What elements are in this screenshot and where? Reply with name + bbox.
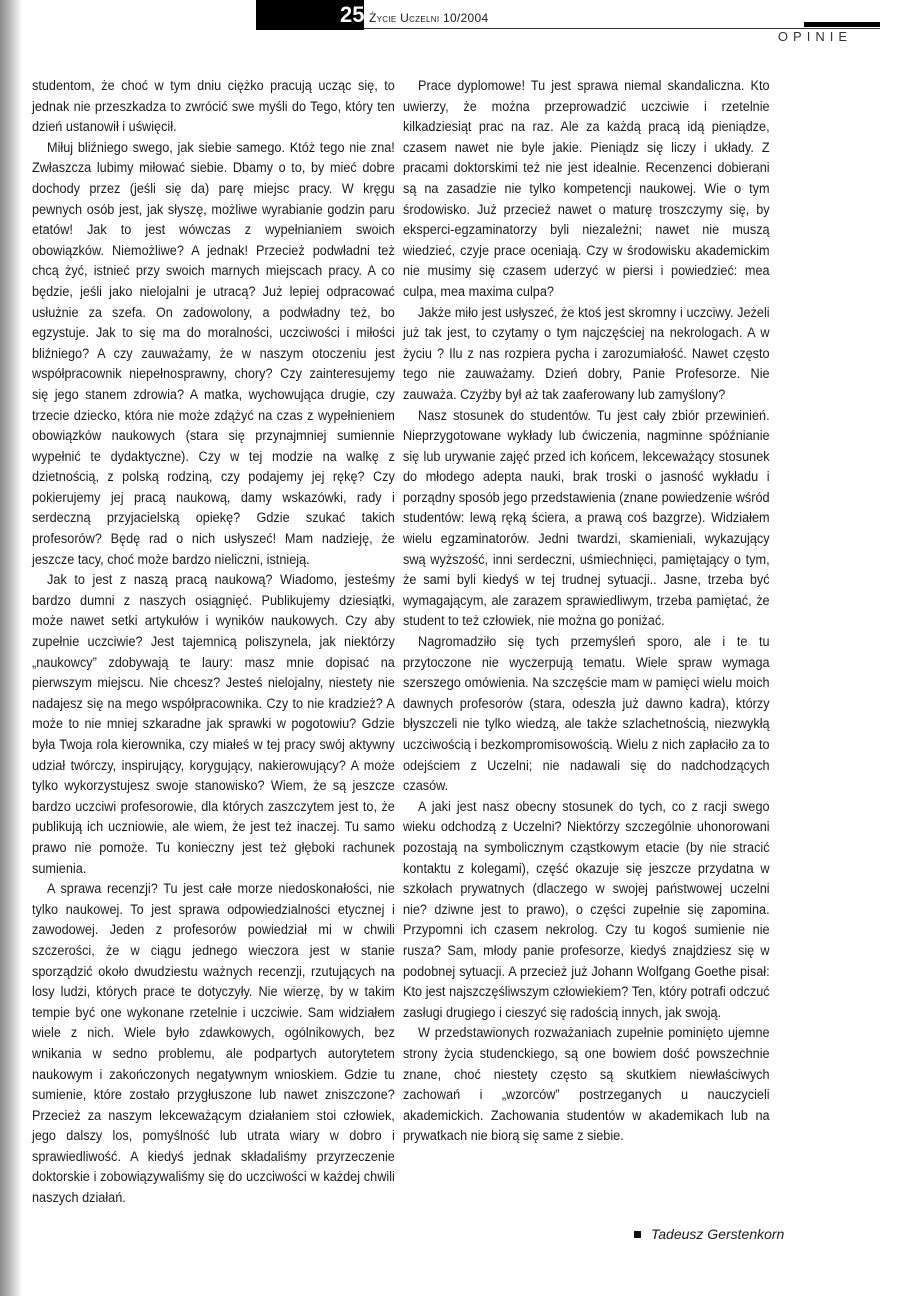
paragraph: A jaki jest nasz obecny stosunek do tych, co z racji swego wieku odchodzą z Uczelni? Niektórzy szczególnie uhonorowani pozostają na symbolicznym cząstkowym etacie (by nie stracić kontaktu z kolegami), część okazuje się jeszcze przydatna w szkołach prywatnych (dlaczego w swojej państwowej uczelni nie? dziwne jest to prawo), o części zupełnie się zapomina. Przypomni ich czasem nekrolog. Czy tu kogoś sumienie nie rusza? Sam, młody panie profesorze, kiedyś znajdziesz się w podobnej sytuacji. A przecież już Johann Wolfgang Goethe pisał: Kto jest najszczęśliwszym człowiekiem? Ten, który potrafi odczuć zasługi drugiego i cieszyć się radością innych, jak swoją. [403,798,770,1020]
page-number: 25 [256,0,364,30]
author-name: Tadeusz Gerstenkorn [651,1226,785,1242]
paragraph: studentom, że choć w tym dniu ciężko pracują ucząc się, to jednak nie przeszkadza to zwrócić swe myśli do Tego, który ten dzień ustanowił i uświęcił. [32,78,395,135]
paragraph: Nasz stosunek do studentów. Tu jest cały zbiór przewinień. Nieprzygotowane wykłady lub ćwiczenia, nagminne spóźnianie się lub urywanie zajęć przed ich końcem, lekceważący stosunek do młodego adepta nauki, brak troski o jasność wykładu i porządny sposób jego przedstawienia (znane powiedzenie wśród studentów: lewą ręką ściera, a prawą coś bazgrze). Widziałem wielu egzaminatorów. Jedni twardzi, skamieniali, wykazujący swą wyższość, inni serdeczni, uśmiechnięci, pamiętający o tym, że sami byli kiedyś w tej trudnej sytuacji.. Jasne, trzeba być wymagającym, ale zarazem sprawiedliwym, trzeba pamiętać, że student to też człowiek, nie można go poniżać. [403,407,770,629]
paragraph: Jakże miło jest usłyszeć, że ktoś jest skromny i uczciwy. Jeżeli już tak jest, to czytamy o tym najczęściej na nekrologach. A w życiu ? Ilu z nas rozpiera pycha i zarozumiałość. Nawet często tego nie zauważamy. Dzień dobry, Panie Profesorze. Nie zauważa. Czyżby był aż tak zaaferowany lub zamyślony? [403,304,770,402]
issue-label: Życie Uczelni 10/2004 [369,11,489,25]
page-header [256,0,880,44]
paragraph: W przedstawionych rozważaniach zupełnie pominięto ujemne strony życia studenckiego, są one bowiem dość powszechnie znane, choć niestety często są skutkiem niewłaściwych zachowań i „wzorców” postrzeganych u nauczycieli akademickich. Zachowania studentów w akademikach lub na prywatkach nie biorą się same z siebie. [403,1025,770,1144]
text-column-right [403,76,770,1246]
paragraph: Miłuj bliźniego swego, jak siebie samego. Któż tego nie zna! Zwłaszcza lubimy miłować siebie. Dbamy o to, by mieć dobre dochody przez (jeśli się da) parę miejsc pracy. W kręgu pewnych osób jest, jak słyszę, możliwe wyrabianie godzin paru etatów! Jak to jest wówczas z wypełnianiem swoich obowiązków. Niemożliwe? A jednak! Przecież podwładni też chcą żyć, istnieć przy swoich marnych miejscach pracy. A co będzie, jeśli jako nielojalni je utracą? Już lepiej odpracować usłużnie za szefa. On zadowolony, a podwładny też, bo egzystuje. Jak to się ma do moralności, uczciwości i miłości bliźniego? A czy zauważamy, że w naszym otoczeniu jest współpracownik niepełnosprawny, chory? Czy zainteresujemy się jego stanem zdrowia? A matka, wychowująca drugie, czy trzecie dziecko, która nie może zdążyć na czas z wypełnieniem obowiązków naukowych (stara się przynajmniej sumiennie wypełnić te dydaktyczne). Czy w tej modzie na walkę z dzietnością, z polską rodziną, czy podajemy jej rękę? Czy pokierujemy jej pracą naukową, damy wskazówki, rady i serdeczną przyjacielską opiekę? Gdzie szukać takich profesorów? Będę rad o nich usłyszeć! Mam nadzieję, że jeszcze tacy, choć może bardzo nieliczni, istnieją. [32,139,395,567]
paragraph: Prace dyplomowe! Tu jest sprawa niemal skandaliczna. Kto uwierzy, że można przeprowadzić uczciwie i rzetelnie kilkadziesiąt prac na raz. Ale za każdą pracą idą pieniądze, czasem nawet nie byle jakie. Pieniądz się liczy i układy. Z pracami doktorskimi też nie jest idealnie. Recenzenci dobierani są na zasadzie nie tylko kompetencji naukowej. Wie o tym środowisko. Już przecież nawet o maturę troszczymy się, by eksperci-egzaminatorzy byli niezależni; nawet nie muszą wiedzieć, czyje prace oceniają. Czy w środowisku akademickim nie musimy się czasem uderzyć w piersi i powiedzieć: mea culpa, mea maxima culpa? [403,78,770,299]
section-rule [804,22,880,27]
author-signature [634,1226,784,1242]
paragraph: Jak to jest z naszą pracą naukową? Wiadomo, jesteśmy bardzo dumni z naszych osiągnięć. Publikujemy dziesiątki, może nawet setki artykułów i wyników naukowych. Czy aby zupełnie uczciwie? Jest tajemnicą poliszynela, jak niektórzy „naukowcy” zdobywają te laury: masz mnie dopisać na pierwszym miejscu. Nie chcesz? Jesteś nielojalny, niestety nie nadajesz się na mego współpracownika. Czy to nie kradzież? A może to nie mniej szkaradne jak sprawki w pogotowiu? Gdzie była Twoja rola kierownika, czy miałeś w tej pracy swój aktywny udział twórczy, inspirujący, korygujący, nakierowujący? A może tylko wykorzystujesz swoje stanowisko? Wiem, że są jeszcze bardzo uczciwi profesorowie, dla których zaszczytem jest to, że publikują ich uczniowie, ale wiem, że jest też inaczej. Tu samo prawo nie pomoże. Tu konieczny jest też głęboki rachunek sumienia. [32,572,395,876]
paragraph: A sprawa recenzji? Tu jest całe morze niedoskonałości, nie tylko naukowej. To jest sprawa odpowiedzialności etycznej i zawodowej. Jeden z profesorów powiedział mi w chwili szczerości, że w ciągu jednego wieczora jest w stanie sporządzić około dwudziestu ważnych recenzji, rzutujących na losy ludzi, których prace te dotyczyły. Nie wierzę, by w takim tempie być one wykonane rzetelnie i uczciwie. Sam widziałem wiele z nich. Wiele było zdawkowych, ogólnikowych, bez wnikania w sedno problemu, ale podpartych autorytetem naukowym i zakończonych negatywnym wnioskiem. Gdzie tu sumienie, które zostało przygłuszone lub nawet zniszczone? Przecież za naszym lekceważącym działaniem stoi człowiek, jego dalszy los, pomyślność lub utrata wiary w dobro i sprawiedliwość. A kiedyś jednak składaliśmy przyrzeczenie doktorskie i zobowiązywaliśmy się do uczciwości w każdej chwili naszych działań. [32,881,395,1206]
page-gutter-shadow [0,0,22,1296]
section-label: OPINIE [777,29,852,44]
square-bullet-icon [634,1231,641,1238]
text-column-left [32,76,395,1246]
paragraph: Nagromadziło się tych przemyśleń sporo, ale i te tu przytoczone nie wyczerpują tematu. Wiele spraw wymaga szerszego omówienia. Na szczęście mam w pamięci wielu moich dawnych profesorów (stara, odeszła już dawno kadra), którzy błyszczeli nie tylko wiedzą, ale także szlachetnością, niezwykłą uczciwością i bezkompromisowością. Wielu z nich zapłaciło za to odejściem z Uczelni; nie nadawali się do nadchodzących czasów. [403,634,770,794]
